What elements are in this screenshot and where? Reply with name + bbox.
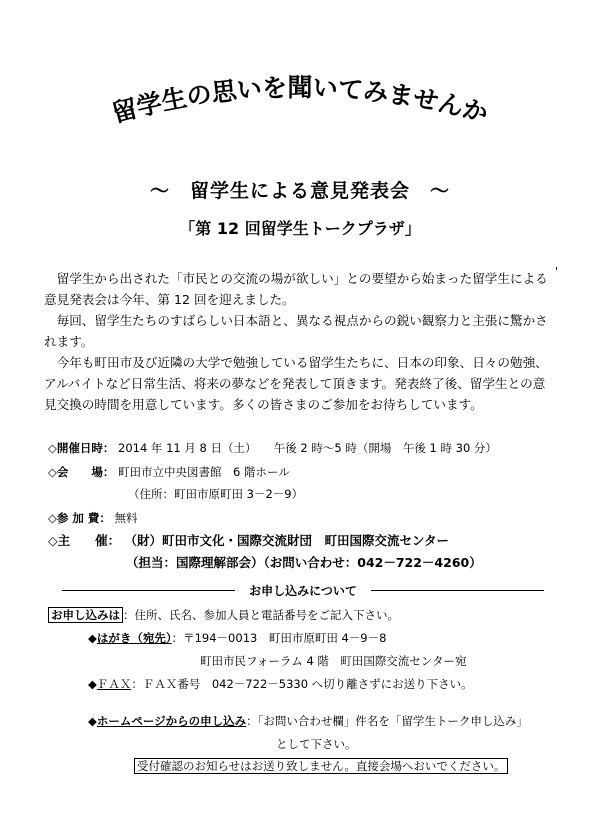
venue-address: （住所：町田市原町田 3－2－9） xyxy=(128,487,304,501)
info-host xyxy=(48,531,568,549)
event-subtitle: ～ 留学生による意見発表会 ～ xyxy=(149,180,450,202)
date-label: ◇開催日時： xyxy=(48,441,115,455)
fee-value: 無料 xyxy=(114,511,138,525)
diamond-bullet-icon: ◆ xyxy=(88,631,97,645)
apply-web xyxy=(88,713,528,729)
apply-fax xyxy=(88,676,473,692)
intro-paragraph: 今年も町田市及び近隣の大学で勉強している留学生たちに、日本の印象、日々の勉強、アルバイトなど日常生活、将来の夢などを発表して頂きます。発表終了後、留学生との意見交換の時間を用意しています。多くの皆さまのご参加をお待ちしています。 xyxy=(44,355,548,412)
date-value: 2014 年 11 月 8 日（土） 午後 2 時～5 時（開場 午後 1 時 30 分） xyxy=(118,441,497,455)
host-value: （財）町田市文化・国際交流財団 町田国際交流センター xyxy=(124,533,449,548)
diamond-bullet-icon: ◆ xyxy=(88,714,97,728)
notice xyxy=(134,758,508,774)
venue-value: 町田市立中央図書館 6 階ホール xyxy=(118,465,290,479)
event-name: 「第 12 回留学生トークプラザ」 xyxy=(179,219,421,238)
howto-text: ：住所、氏名、参加人員と電話番号をご記入下さい。 xyxy=(123,608,399,622)
intro-paragraph: 毎回、留学生たちのすばらしい日本語と、異なる視点からの鋭い観察力と主張に驚かされます。 xyxy=(44,313,548,349)
page-title-text: 留学生の思いを聞いてみませんか xyxy=(108,73,492,129)
postcard-address: ：〒194－0013 町田市原町田 4－9－8 xyxy=(171,631,387,645)
howto-label: お申し込みは xyxy=(48,607,123,623)
divider xyxy=(371,590,544,591)
svg-text:留学生の思いを聞いてみませんか xyxy=(109,73,491,128)
venue-label: ◇会 場： xyxy=(48,465,115,479)
postcard-address-line2: 町田市民フォーラム 4 階 町田国際交流センター宛 xyxy=(200,654,467,668)
stray-mark: ' xyxy=(555,265,559,278)
apply-heading-text: お申し込みについて xyxy=(249,583,357,598)
notice-text: 受付確認のお知らせはお送り致しません。直接会場へおいでください。 xyxy=(134,758,508,774)
postcard-label: はがき（宛先） xyxy=(96,631,172,645)
intro-text xyxy=(44,268,556,415)
apply-postcard xyxy=(88,630,386,646)
contact-info: （担当：国際理解部会）（お問い合わせ：042－722－4260） xyxy=(126,555,482,570)
info-date xyxy=(48,440,568,456)
web-label: ホームページからの申し込み xyxy=(96,714,247,728)
web-text-line2: として下さい。 xyxy=(276,737,357,751)
fee-label: ◇参 加 費： xyxy=(48,511,111,525)
diamond-bullet-icon: ◆ xyxy=(88,677,97,691)
divider xyxy=(62,590,235,591)
info-venue xyxy=(48,464,568,480)
web-text: ：「お問い合わせ欄」件名を「留学生トーク申し込み」 xyxy=(246,714,528,728)
intro-paragraph: 留学生から出された「市民との交流の場が欲しい」との要望から始まった留学生による意見発表会は今年、第 12 回を迎えました。 xyxy=(44,271,548,307)
apply-heading xyxy=(48,580,558,600)
page-title xyxy=(0,48,600,158)
fax-label: ＦＡＸ xyxy=(96,677,132,691)
host-label: ◇主 催： xyxy=(48,533,121,548)
info-fee xyxy=(48,510,568,526)
fax-text: ：ＦＡＸ番号 042－722－5330 へ切り離さずにお送り下さい。 xyxy=(131,677,473,691)
apply-howto xyxy=(48,607,399,623)
